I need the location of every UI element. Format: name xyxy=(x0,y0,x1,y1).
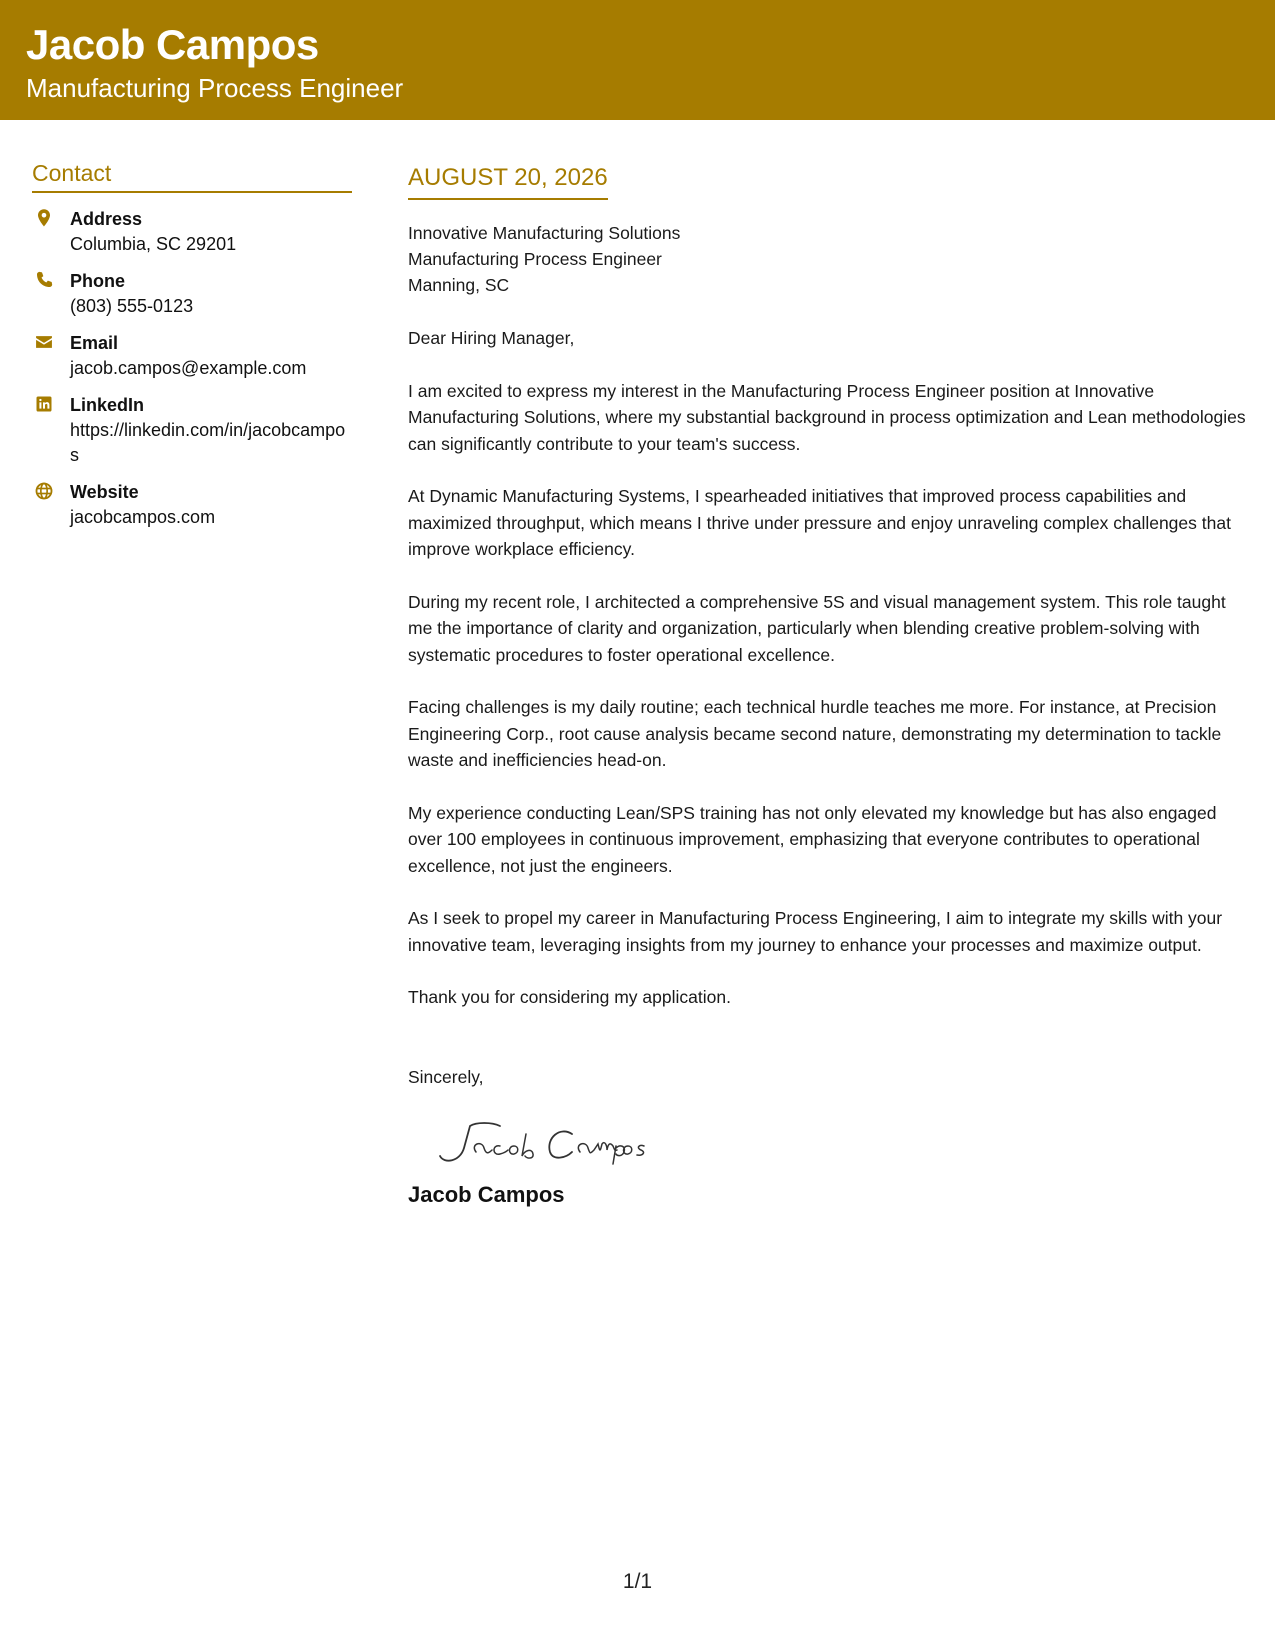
handwritten-signature xyxy=(430,1112,670,1172)
envelope-icon xyxy=(34,332,54,352)
body-paragraph: My experience conducting Lean/SPS training has not only elevated my knowledge but has also engaged over 100 employees in continuous improvement, emphasizing that everyone contributes to operational excellence, not just the engineers. xyxy=(408,802,1217,876)
letter-body xyxy=(408,166,1253,1206)
contact-sidebar xyxy=(32,162,352,542)
header-banner xyxy=(0,0,1275,120)
page-number: 1/1 xyxy=(622,1570,653,1593)
contact-label: Phone xyxy=(70,271,126,291)
applicant-name: Jacob Campos xyxy=(26,21,319,68)
contact-website xyxy=(32,480,352,530)
phone-value: (803) 555-0123 xyxy=(70,296,194,316)
address-value: Columbia, SC 29201 xyxy=(70,234,237,254)
contact-list xyxy=(32,207,352,530)
applicant-title: Manufacturing Process Engineer xyxy=(26,73,404,103)
thank-you-paragraph: Thank you for considering my application. xyxy=(408,987,731,1007)
body-paragraph: Facing challenges is my daily routine; each technical hurdle teaches me more. For instance, at Precision Engineering Corp., root cause analysis became second nature, demonstrating my determination to tackle waste and inefficiencies head-on. xyxy=(408,697,1222,770)
recipient-location: Manning, SC xyxy=(408,275,510,295)
contact-email xyxy=(32,331,352,381)
contact-heading: Contact xyxy=(32,162,352,193)
linkedin-icon xyxy=(34,394,54,414)
website-link[interactable]: jacobcampos.com xyxy=(70,507,216,527)
contact-address xyxy=(32,207,352,257)
contact-label: Address xyxy=(70,209,143,229)
body-paragraph: During my recent role, I architected a comprehensive 5S and visual management system. This role taught me the importance of clarity and organization, particularly when blending creative problem-solving with systematic procedures to foster operational excellence. xyxy=(408,591,1226,665)
greeting: Dear Hiring Manager, xyxy=(408,328,575,348)
contact-phone xyxy=(32,269,352,319)
contact-label: LinkedIn xyxy=(70,395,145,415)
body-paragraph: I am excited to express my interest in the Manufacturing Process Engineer position at Innovative Manufacturing Solutions, where my substantial background in process optimization and Lean methodologies can significantly contribute to your team's success. xyxy=(408,380,1246,454)
body-paragraph: As I seek to propel my career in Manufacturing Process Engineering, I aim to integrate my skills with your innovative team, leveraging insights from my journey to enhance your processes and maximize output. xyxy=(408,908,1223,955)
email-link[interactable]: jacob.campos@example.com xyxy=(70,358,307,378)
recipient-block xyxy=(408,220,1253,298)
contact-linkedin xyxy=(32,393,352,468)
body-paragraph: At Dynamic Manufacturing Systems, I spearheaded initiatives that improved process capabilities and maximized throughput, which means I thrive under pressure and enjoy unraveling complex challenges that improve workplace efficiency. xyxy=(408,486,1231,559)
recipient-position: Manufacturing Process Engineer xyxy=(408,249,662,269)
contact-label: Website xyxy=(70,482,139,502)
closing: Sincerely, xyxy=(408,1066,484,1087)
signer-name: Jacob Campos xyxy=(408,1181,565,1207)
contact-label: Email xyxy=(70,333,119,353)
linkedin-link[interactable]: https://linkedin.com/in/jacobcampos xyxy=(70,420,346,465)
map-pin-icon xyxy=(34,208,54,228)
recipient-company: Innovative Manufacturing Solutions xyxy=(408,223,681,243)
letter-date: AUGUST 20, 2026 xyxy=(408,166,608,200)
phone-icon xyxy=(34,270,54,290)
globe-icon xyxy=(34,481,54,501)
